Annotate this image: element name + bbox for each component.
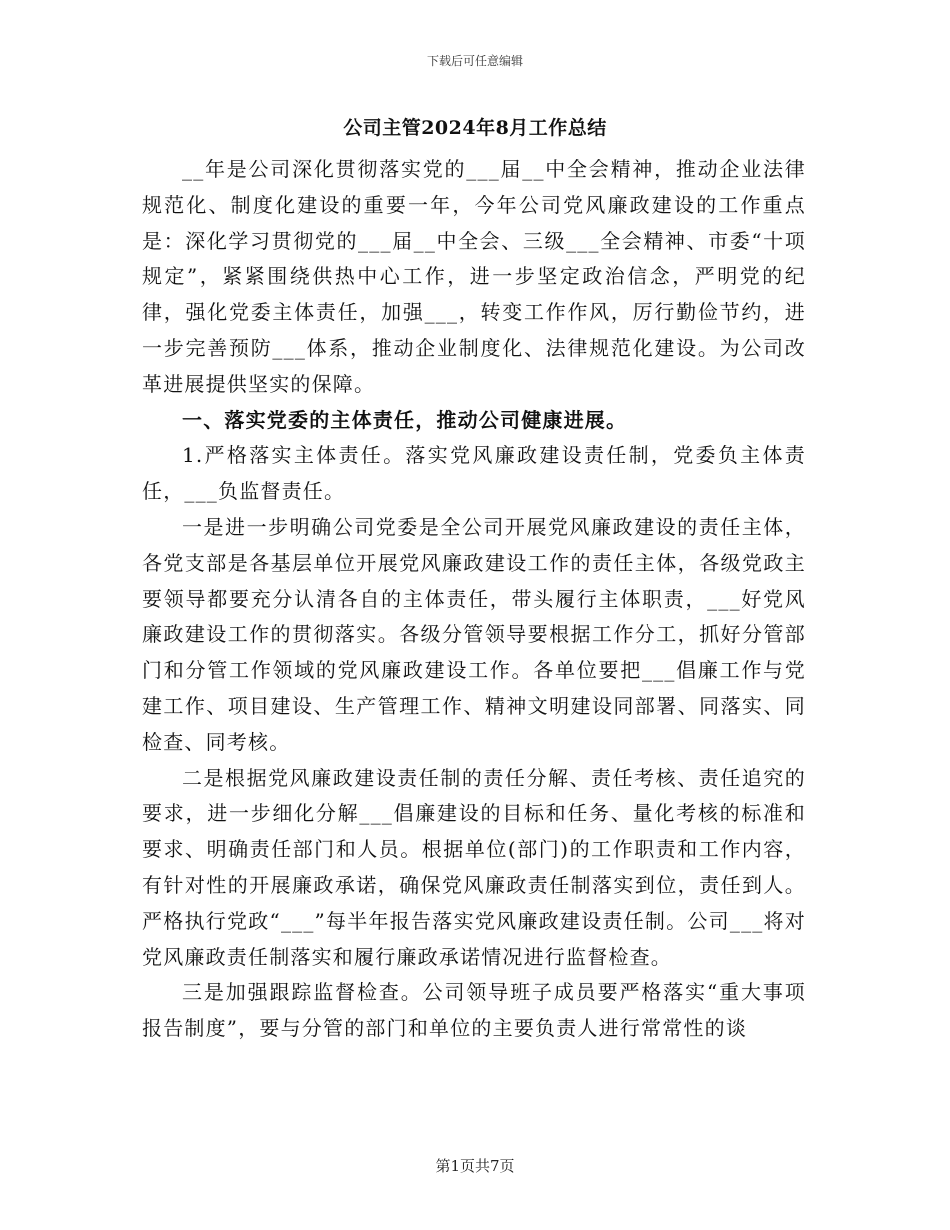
paragraph-point-3: 三是加强跟踪监督检查。公司领导班子成员要严格落实“重大事项报告制度”，要与分管的部门和单位的主要负责人进行常常性的谈 [142,980,806,1041]
paragraph-point-2: 二是根据党风廉政建设责任制的责任分解、责任考核、责任追究的要求，进一步细化分解___倡廉建设的目标和任务、量化考核的标准和要求、明确责任部门和人员。根据单位(部门)的工作职责和工作内容，有针对性的开展廉政承诺，确保党风廉政责任制落实到位，责任到人。严格执行党政“___”每半年报告落实党风廉政建设责任制。公司___将对党风廉政责任制落实和履行廉政承诺情况进行监督检查。 [142,765,806,969]
document-body [142,152,806,1047]
paragraph-intro: __年是公司深化贯彻落实党的___届__中全会精神，推动企业法律规范化、制度化建设的重要一年，今年公司党风廉政建设的工作重点是：深化学习贯彻党的___届__中全会、三级___全会精神、市委“十项规定”，紧紧围绕供热中心工作，进一步坚定政治信念，严明党的纪律，强化党委主体责任，加强___，转变工作作风，厉行勤俭节约，进一步完善预防___体系，推动企业制度化、法律规范化建设。为公司改革进展提供坚实的保障。 [142,157,806,396]
section-heading-1: 一、落实党委的主体责任，推动公司健康进展。 [182,407,628,432]
page-number: 第1页共7页 [435,1157,515,1175]
page-header-note: 下载后可任意编辑 [426,54,523,68]
paragraph-point-1: 一是进一步明确公司党委是全公司开展党风廉政建设的责任主体，各党支部是各基层单位开展党风廉政建设工作的责任主体，各级党政主要领导都要充分认清各自的主体责任，带头履行主体职责，___好党风廉政建设工作的贯彻落实。各级分管领导要根据工作分工，抓好分管部门和分管工作领域的党风廉政建设工作。各单位要把___倡廉工作与党建工作、项目建设、生产管理工作、精神文明建设同部署、同落实、同检查、同考核。 [142,514,806,754]
document-title: 公司主管2024年8月工作总结 [343,117,607,139]
paragraph-item-1: 1.严格落实主体责任。落实党风廉政建设责任制，党委负主体责任，___负监督责任。 [142,443,806,504]
